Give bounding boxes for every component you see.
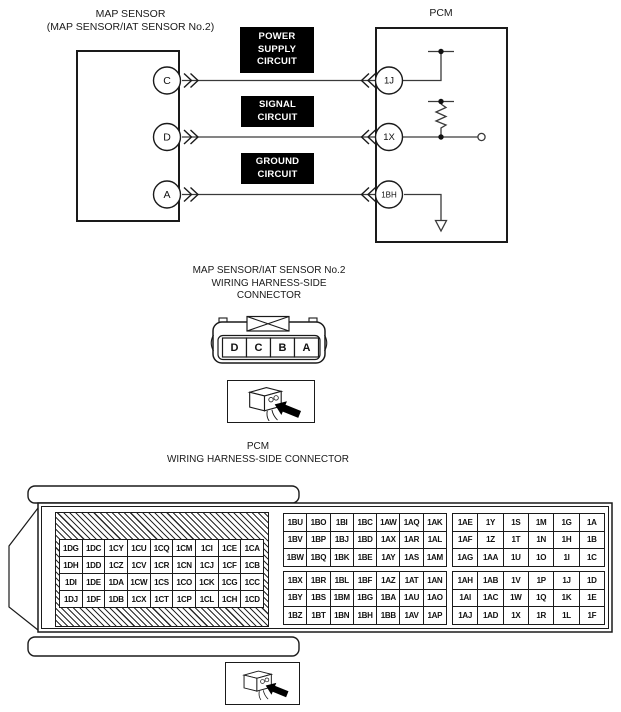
pcm-grid-left	[59, 539, 264, 608]
pin-cell-1bj: 1BJ	[331, 532, 353, 549]
pin-cell-1cp: 1CP	[173, 591, 195, 607]
pin-cell-1de: 1DE	[83, 574, 105, 590]
pin-cell-1bt: 1BT	[307, 607, 329, 624]
sensor-title-line1: MAP SENSOR	[95, 8, 166, 20]
connector-left-wedge	[9, 508, 38, 630]
pin-cell-1bn: 1BN	[331, 607, 353, 624]
pin-cell-1cu: 1CU	[128, 540, 150, 556]
pin-cell-1n: 1N	[529, 532, 553, 549]
pin-cell-1cn: 1CN	[173, 557, 195, 573]
pin-cell-1aw: 1AW	[377, 514, 399, 531]
pin-cell-1a: 1A	[580, 514, 604, 531]
pin-cell-1bi: 1BI	[331, 514, 353, 531]
pin-cell-1db: 1DB	[105, 591, 127, 607]
pin-cell-1v: 1V	[504, 572, 528, 589]
connector-top-tab	[28, 486, 299, 503]
pcm-grid-middle-bottom	[283, 571, 447, 625]
pin-cell-1cx: 1CX	[128, 591, 150, 607]
pin-cell-1o: 1O	[529, 549, 553, 566]
pin-cell-1cf: 1CF	[219, 557, 241, 573]
pin-cell-1aj: 1AJ	[453, 607, 477, 624]
pin-cell-1r: 1R	[529, 607, 553, 624]
view-direction-box-pcm	[225, 662, 300, 705]
junction-dot	[438, 99, 443, 104]
connector-view-icon	[230, 383, 312, 421]
pin-cell-1bd: 1BD	[354, 532, 376, 549]
pin-cell-1cz: 1CZ	[105, 557, 127, 573]
pin-cell-1ci: 1CI	[196, 540, 218, 556]
terminal-label-1x: 1X	[383, 132, 395, 143]
pin-cell-1bl: 1BL	[331, 572, 353, 589]
pin-cell-1cg: 1CG	[219, 574, 241, 590]
pin-cell-1b: 1B	[580, 532, 604, 549]
label-line: CIRCUIT	[257, 111, 298, 123]
junction-dot	[438, 134, 443, 139]
pin-cell-1cj: 1CJ	[196, 557, 218, 573]
pcm-connector-title-line2: WIRING HARNESS-SIDE CONNECTOR	[166, 453, 350, 465]
pin-cell-1p: 1P	[529, 572, 553, 589]
pin-cell-1e: 1E	[580, 590, 604, 607]
sensor-connector-title-line1: MAP SENSOR/IAT SENSOR No.2	[192, 265, 346, 276]
pin-cell-1k: 1K	[554, 590, 578, 607]
pin-cell-1dj: 1DJ	[60, 591, 82, 607]
pin-cell-1bk: 1BK	[331, 549, 353, 566]
open-terminal-icon	[478, 133, 485, 140]
pin-cell-1at: 1AT	[400, 572, 422, 589]
pin-cell-1av: 1AV	[400, 607, 422, 624]
pin-cell-1ar: 1AR	[400, 532, 422, 549]
pin-cell-1t: 1T	[504, 532, 528, 549]
pin-cell-1cs: 1CS	[151, 574, 173, 590]
pin-cell-1az: 1AZ	[377, 572, 399, 589]
pin-label-a: A	[302, 342, 311, 354]
pin-cell-1c: 1C	[580, 549, 604, 566]
pin-cell-1i: 1I	[554, 549, 578, 566]
pcm-1j-trace	[403, 54, 442, 81]
pin-cell-1di: 1DI	[60, 574, 82, 590]
pin-cell-1dg: 1DG	[60, 540, 82, 556]
bowtie-key-icon	[247, 317, 289, 332]
pin-cell-1u: 1U	[504, 549, 528, 566]
pin-cell-1ab: 1AB	[478, 572, 502, 589]
pin-label-c: C	[254, 342, 263, 354]
pcm-grid-right-top	[452, 513, 605, 567]
pin-cell-1bh: 1BH	[354, 607, 376, 624]
terminal-label-1j: 1J	[383, 75, 395, 87]
pin-cell-1ct: 1CT	[151, 591, 173, 607]
pin-cell-1cc: 1CC	[241, 574, 263, 590]
pin-cell-1bg: 1BG	[354, 590, 376, 607]
wiring-svg	[0, 0, 621, 260]
pcm-1bh-trace	[404, 195, 441, 221]
pin-cell-1s: 1S	[504, 514, 528, 531]
pin-cell-1ap: 1AP	[424, 607, 446, 624]
pin-cell-1aa: 1AA	[478, 549, 502, 566]
pin-cell-1cl: 1CL	[196, 591, 218, 607]
pin-cell-1bm: 1BM	[331, 590, 353, 607]
sensor-connector-pins	[223, 338, 319, 357]
pullup-resistor-icon	[436, 104, 446, 135]
pin-cell-1br: 1BR	[307, 572, 329, 589]
pin-cell-1ck: 1CK	[196, 574, 218, 590]
pcm-connector-title-line1: PCM	[246, 441, 270, 452]
pin-cell-1bw: 1BW	[284, 549, 306, 566]
label-line: POWER	[258, 31, 296, 43]
pin-cell-1cr: 1CR	[151, 557, 173, 573]
pin-cell-1ch: 1CH	[219, 591, 241, 607]
pin-cell-1cb: 1CB	[241, 557, 263, 573]
pin-cell-1ak: 1AK	[424, 514, 446, 531]
pin-cell-1bc: 1BC	[354, 514, 376, 531]
pin-cell-1m: 1M	[529, 514, 553, 531]
pin-cell-1af: 1AF	[453, 532, 477, 549]
pcm-grid-middle-top	[283, 513, 447, 567]
pin-cell-1bq: 1BQ	[307, 549, 329, 566]
pin-cell-1ax: 1AX	[377, 532, 399, 549]
label-line: CIRCUIT	[257, 56, 297, 68]
pin-cell-1g: 1G	[554, 514, 578, 531]
ground-symbol-icon	[436, 221, 447, 232]
pcm-title: PCM	[429, 7, 453, 19]
pin-cell-1as: 1AS	[400, 549, 422, 566]
pin-cell-1bx: 1BX	[284, 572, 306, 589]
pcm-terminals	[376, 67, 403, 208]
pin-cell-1aq: 1AQ	[400, 514, 422, 531]
pin-label-b: B	[278, 342, 287, 354]
sensor-connector-title-line3: CONNECTOR	[236, 290, 302, 301]
pin-cell-1ai: 1AI	[453, 590, 477, 607]
pin-cell-1al: 1AL	[424, 532, 446, 549]
pin-cell-1ad: 1AD	[478, 607, 502, 624]
pin-cell-1x: 1X	[504, 607, 528, 624]
pin-cell-1f: 1F	[580, 607, 604, 624]
pin-cell-1j: 1J	[554, 572, 578, 589]
label-line: SUPPLY	[257, 43, 297, 55]
pin-cell-1dh: 1DH	[60, 557, 82, 573]
pin-cell-1da: 1DA	[105, 574, 127, 590]
pin-cell-1bp: 1BP	[307, 532, 329, 549]
pin-cell-1bv: 1BV	[284, 532, 306, 549]
pin-cell-1cq: 1CQ	[151, 540, 173, 556]
connector-bottom-tab	[28, 637, 299, 656]
label-line: CIRCUIT	[257, 168, 298, 180]
pin-cell-1dc: 1DC	[83, 540, 105, 556]
pin-cell-1cv: 1CV	[128, 557, 150, 573]
sensor-connector-drawing	[205, 312, 330, 372]
pin-cell-1bb: 1BB	[377, 607, 399, 624]
pin-cell-1be: 1BE	[354, 549, 376, 566]
pin-cell-1w: 1W	[504, 590, 528, 607]
pin-cell-1am: 1AM	[424, 549, 446, 566]
pin-cell-1bu: 1BU	[284, 514, 306, 531]
pin-cell-1bf: 1BF	[354, 572, 376, 589]
connector-view-icon	[228, 665, 297, 702]
pin-cell-1df: 1DF	[83, 591, 105, 607]
pin-label-d: D	[230, 342, 239, 354]
pin-cell-1co: 1CO	[173, 574, 195, 590]
pin-cell-1dd: 1DD	[83, 557, 105, 573]
terminal-label-1bh: 1BH	[381, 190, 397, 200]
label-line: GROUND	[255, 156, 300, 167]
terminal-label-d: D	[163, 131, 171, 144]
pin-cell-1by: 1BY	[284, 590, 306, 607]
pin-cell-1ae: 1AE	[453, 514, 477, 531]
pin-cell-1z: 1Z	[478, 532, 502, 549]
pin-cell-1au: 1AU	[400, 590, 422, 607]
sensor-terminals	[154, 67, 181, 208]
pin-cell-1l: 1L	[554, 607, 578, 624]
pin-cell-1ba: 1BA	[377, 590, 399, 607]
view-direction-box-sensor	[227, 380, 315, 423]
terminal-label-c: C	[163, 75, 171, 87]
sensor-connector-title	[149, 265, 389, 303]
pin-cell-1an: 1AN	[424, 572, 446, 589]
pin-cell-1bz: 1BZ	[284, 607, 306, 624]
pin-cell-1y: 1Y	[478, 514, 502, 531]
pin-cell-1ca: 1CA	[241, 540, 263, 556]
pin-cell-1d: 1D	[580, 572, 604, 589]
junction-dot	[438, 49, 443, 54]
label-line: SIGNAL	[258, 99, 297, 110]
pin-cell-1h: 1H	[554, 532, 578, 549]
pin-cell-1bs: 1BS	[307, 590, 329, 607]
sensor-title-line2: (MAP SENSOR/IAT SENSOR No.2)	[46, 20, 215, 33]
terminal-label-a: A	[163, 189, 171, 201]
pin-cell-1bo: 1BO	[307, 514, 329, 531]
pcm-grid-right-bottom	[452, 571, 605, 625]
pin-cell-1cy: 1CY	[105, 540, 127, 556]
pin-cell-1ce: 1CE	[219, 540, 241, 556]
pin-cell-1q: 1Q	[529, 590, 553, 607]
pin-cell-1ac: 1AC	[478, 590, 502, 607]
pin-cell-1ay: 1AY	[377, 549, 399, 566]
pin-cell-1cm: 1CM	[173, 540, 195, 556]
pin-cell-1ao: 1AO	[424, 590, 446, 607]
pin-cell-1cd: 1CD	[241, 591, 263, 607]
pin-cell-1cw: 1CW	[128, 574, 150, 590]
pin-cell-1ag: 1AG	[453, 549, 477, 566]
pin-cell-1ah: 1AH	[453, 572, 477, 589]
sensor-connector-title-line2: WIRING HARNESS-SIDE	[211, 277, 327, 289]
